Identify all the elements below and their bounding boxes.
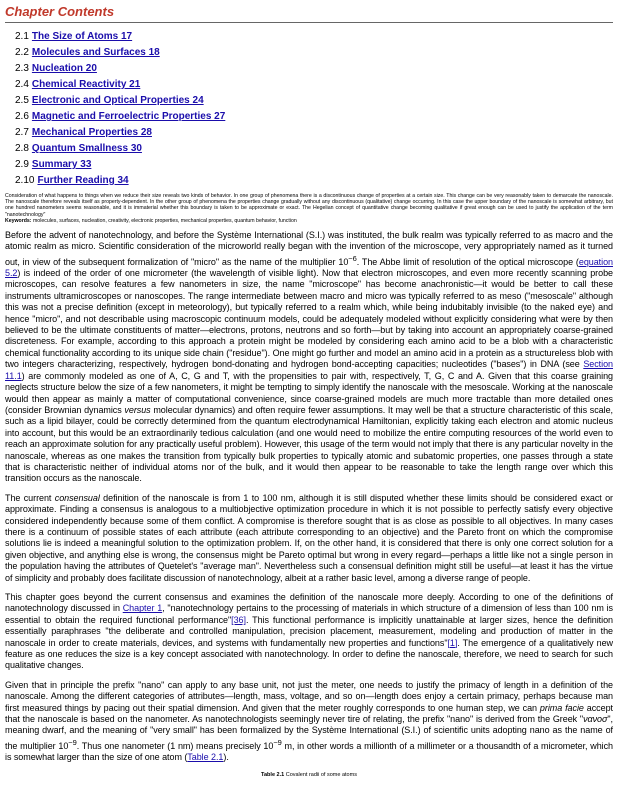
text-run: ) are commonly modeled as one of A, C, G and T, with the propensities to pair with, respectively, T, G, C and A. Given that this coarse graining neglects structure below the size of a few nanometers, it might be tempting to simply identify the nanoscale with the mesoscale. Working at the nanoscale would then appear as mainly a matter of computational convenience, since coarse-grained models are much more tractable than more detailed ones (consider Brownian dynamics <box>5 370 613 415</box>
equation-link[interactable]: equation 5.2 <box>5 256 613 279</box>
superscript: −6 <box>348 253 357 263</box>
text-run: . The emergence of a qualitatively new feature as one reduces the size is a key concept associated with nanotechnology. In order to define the nanoscale, therefore, we need to search for such qualitative changes. <box>5 637 613 671</box>
emphasis: consensual <box>54 492 100 503</box>
chapter-link[interactable]: Chapter 1 <box>122 603 163 614</box>
text-run: , "nanotechnology pertains to the processing of materials in which structure of a dimension of less than 100 nm is essential to obtain the required functional performance" <box>5 603 613 625</box>
table-link[interactable]: Table 2.1 <box>187 752 224 763</box>
emphasis: νανοσ <box>583 714 608 725</box>
chapter-page <box>5 0 613 778</box>
text-run: accept that the nanoscale is based on the nanometer. As nanotechnologists seemingly never tire of relating, the prefix "nano" is derived from the Greek " <box>5 702 613 725</box>
toc-link-magnetic-ferroelectric[interactable]: Magnetic and Ferroelectric Properties 27 <box>31 111 226 122</box>
text-run: . Thus one nanometer (1 nm) means precisely 10 <box>76 740 274 751</box>
toc-item <box>15 141 613 157</box>
toc-link-molecules-surfaces[interactable]: Molecules and Surfaces 18 <box>31 47 160 58</box>
text-run: ) is indeed of the order of one micrometer (the wavelength of visible light). Now that electron microscopes, and even more recently scanning probe microscopes, can resolve features a few nanometers in size, the name "microscope" has become anachronistic—it would be better to call these instruments ultramicroscopes or nanoscopes. The range intermediate between macro and micro was typically referred to as meso ("mesoscale" although this was not a precise definition (except in meteorology), but typically referred to a realm which, while being indubitably invisible (to the naked eye) and hence "micro", and not describable using macroscopic continuum models, could be adequately modeled without explicitly considering what were by then believed to be the ultimate constituents of matter—electrons, protons, neutrons and so forth—but by taking into account an appropriately coarse-grained discreteness. For example, according to this approach a protein might be modeled by considering each amino acid to be a blob with a characteristic chemical functionality according to its unique side chain ("residue"). One might go further and model an amino acid in a protein as a structureless blob with two integers characterizing, respectively, hydrogen bond-donating and hydrogen bond-accepting capacities; nucleotides ("bases") in DNA (see <box>5 268 613 370</box>
toc-number: 2.9 <box>15 159 29 170</box>
toc-link-further-reading[interactable]: Further Reading 34 <box>37 175 129 186</box>
toc-number: 2.3 <box>15 63 29 74</box>
toc-number: 2.1 <box>15 31 29 42</box>
toc-number: 2.2 <box>15 47 29 58</box>
toc-link-quantum-smallness[interactable]: Quantum Smallness 30 <box>31 143 142 154</box>
paragraph-3 <box>5 592 613 672</box>
citation-link[interactable]: [36] <box>231 614 246 625</box>
toc-link-size-of-atoms[interactable]: The Size of Atoms 17 <box>31 31 133 42</box>
toc-number: 2.6 <box>15 111 29 122</box>
toc-item <box>15 45 613 61</box>
superscript: −9 <box>273 737 282 747</box>
keywords-list: molecules, surfaces, nucleation, creativity, electronic properties, mechanical properties, quantum behavior, function <box>32 217 297 224</box>
emphasis: versus <box>124 404 151 415</box>
toc-number: 2.7 <box>15 127 29 138</box>
keywords-label: Keywords: <box>5 217 32 224</box>
caption-text: Covalent radii of some atoms <box>285 771 357 778</box>
text-run: . The Abbe limit of resolution of the optical microscope ( <box>356 256 579 267</box>
toc-link-nucleation[interactable]: Nucleation 20 <box>31 63 97 74</box>
text-run: . This functional performance is implicitly unattainable at larger sizes, hence the definition essentially paraphrases "the deliberate and controlled manipulation, precision placement, measurement, modeling and production of matter in the nanoscale in order to create materials, devices, and systems with fundamentally new properties and functions" <box>5 614 613 648</box>
toc-number: 2.10 <box>15 175 35 186</box>
text-run: The current <box>5 492 55 503</box>
toc-link-electronic-optical[interactable]: Electronic and Optical Properties 24 <box>31 95 204 106</box>
paragraph-4 <box>5 680 613 764</box>
abstract: Consideration of what happens to things when we reduce their size reveals two kinds of behavior. In one group of phenomena there is a discontinuous change of properties at a certain size. This change can be very reasonably taken to demarcate the nanoscale. The nanoscale therefore reveals itself as property-dependent. In the other group of phenomena the properties change gradually without any discontinuous (qualitative) change occurring. In this case the upper boundary of the nanoscale is somewhat arbitrary, but one hundred nanometers seems reasonable, and it is immaterial whether this boundary is taken to be approximate or exact. The Hegelian concept of quantitative change becoming qualitative if great enough can be used to justify the application of the term "nanotechnology" <box>5 193 613 218</box>
text-run: ", meaning dwarf, and the meaning of "very small" has been formalized by the Système International (S.I.) of scientific units adopting nano as the name of the multiplier 10 <box>5 714 613 751</box>
toc-item <box>15 157 613 173</box>
toc-item <box>15 109 613 125</box>
toc-link-summary[interactable]: Summary 33 <box>31 159 92 170</box>
paragraph-1 <box>5 230 613 485</box>
toc-item <box>15 77 613 93</box>
toc-item <box>15 125 613 141</box>
text-run: This chapter goes beyond the current consensus and examines the definition of the nanoscale more deeply. According to one of the definitions of nanotechnology discussed in <box>5 592 613 614</box>
text-run: Given that in principle the prefix "nano" can apply to any base unit, not just the meter, one needs to justify the primacy of length in a definition of the nanoscale. Among the different categories of attributes—length, mass, voltage, and so on—length does enjoy a certain primacy, perhaps because man first measured things by pacing out their spatial dimension. And given that the meter roughly corresponds to one human step, we can <box>5 679 613 713</box>
toc-item <box>15 93 613 109</box>
title-divider <box>5 22 613 23</box>
superscript: −9 <box>68 737 77 747</box>
toc-item <box>15 61 613 77</box>
text-run: m, in other words a millionth of a millimeter or a thousandth of a micrometer, which is somewhat larger than the size of one atom ( <box>5 740 613 763</box>
text-run: Before the advent of nanotechnology, and before the Système International (S.I.) was instituted, the bulk realm was typically referred to as macro and the atomic realm as micro. Scientific consideration of the microworld really began with the invention of the microscope, very appropriately named as it turned out, in view of the subsequent formalization of "micro" as the name of the multiplier 10 <box>5 229 613 267</box>
toc-link-mechanical[interactable]: Mechanical Properties 28 <box>31 127 152 138</box>
chapter-title: Chapter Contents <box>5 4 115 19</box>
text-run: definition of the nanoscale is from 1 to 100 nm, although it is still disputed whether these limits should be considered exact or approximate. Finding a consensus is analogous to a multiobjective optimization procedure in which it is not possible to perfectly satisfy every objective considered independently because some of them conflict. A compromise is therefore sought that is as close as possible to all objectives. In many cases there is a continuum of possible states of each attribute (each attribute corresponding to an objective) and the Pareto front on which the compromise solutions lie is indeed a meaningful solution to the optimization problem. If, on the other hand, it is considered that there is only one correct solution for a given objective, and anything else is wrong, the consensus might be Pareto optimal but wrong in every regard—perhaps a little like not a single person in the population having the attributes of Quetelet's "average man". Nevertheless such a consensual definition might still be useful—at least it has the virtue of simplicity and probably does facilitate discussion of nanotechnology, albeit at a rather basic level, among a diverse range of people. <box>5 492 614 583</box>
section-link[interactable]: Section 11.1 <box>5 359 613 381</box>
keywords <box>5 218 613 224</box>
citation-link[interactable]: [1] <box>447 637 458 648</box>
text-run: molecular dynamics) and often require fewer assumptions. It may well be that a structure characteristic of this scale, such as a lipid bilayer, could be correctly determined from the quantum electrodynamical Hamiltonian, explicitly taking each electron and atomic nucleus into account, but this would be an extraordinarily tedious calculation (and one would need to mobilize the entire computing resources of the world even to reach an approximate solution for any practically useful problem). However, this usage of the term would not imply that there is any particular novelty in the nanoscale, whereas as one makes the transition from typically bulk properties to typically atomic and subatomic properties, one passes through a state that is characteristic neither of individual atoms nor of the bulk, and it would then appear to be reasonable to take the length range over which this transition occurs as the nanoscale. <box>5 404 613 484</box>
toc-number: 2.4 <box>15 79 29 90</box>
toc-number: 2.8 <box>15 143 29 154</box>
table-of-contents <box>5 29 613 189</box>
toc-item <box>15 29 613 45</box>
toc-item <box>15 173 613 189</box>
caption-label: Table 2.1 <box>261 771 285 778</box>
toc-link-chemical-reactivity[interactable]: Chemical Reactivity 21 <box>31 79 141 90</box>
paragraph-2 <box>5 493 613 584</box>
table-caption <box>5 772 613 778</box>
toc-number: 2.5 <box>15 95 29 106</box>
emphasis: prima facie <box>539 702 584 713</box>
text-run: ). <box>223 752 229 763</box>
